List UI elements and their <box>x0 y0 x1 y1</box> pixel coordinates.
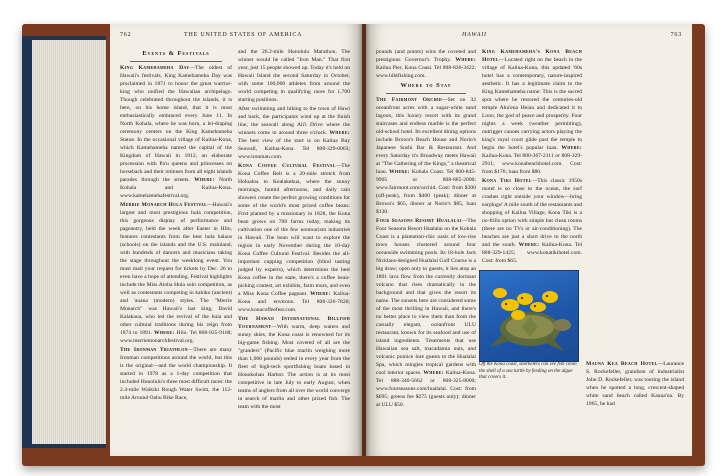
right-running-title: HAWAII <box>462 32 487 38</box>
right-running-head <box>366 32 692 42</box>
entry-king-kamehameha-day: King Kamehameha Day—The oldest of Hawaii's festivals, King Kamehameha Day was proclaimed in 1871 to honor the great warrior-king who unified the Hawaiian archipelago. Though celebrated throughout the islands, it is here, on his home island, that it is most enthusiastically embraced every June 11. In North Kohala, where he was born, a lei-draping ceremony centers on the King Kamehameha Statue. In the occasional village of Kailua-Kona, which Kamehameha named the capital of the Kingdom of Hawaii in 1812, an elaborate procession with Pa'u queens and princesses on horseback and their retinues from all eight islands parades through the streets. Where: North Kohala and Kailua-Kona. www.kamehamehafestival.org. <box>120 65 232 199</box>
entry-ironman-finish: After swimming and biking to the town of Hawi and back, the participants wind up at the finish line, the seawall along Ali'i Drive where the winners come in around three o'clock. Where: The best view of the start is on Kailua Bay Seawall, Kailua-Kona. Tel 808-329-0063; www.ironman.com. <box>238 106 350 160</box>
entry-king-kamehameha-hotel: King Kamehameha's Kona Beach Hotel—Located right on the beach in the village of Kailua-Kona, this updated '60s hotel has a contemporary, nature-inspired aesthetic. It has a legitimate claim to the King Kamehameha name: This is the sacred spot where he restored the centuries-old temple Ahu'ena Heiau and dedicated it to Lono, the god of peace and prosperity. Four nights a week (weather permitting), outrigger canoes carrying actors playing the king's royal court glide past the temple to begin the hotel's popular luau. Where: Kailua-Kona. Tel 800-367-2111 or 808-329-2911; www.konabeachhotel.com. Cost: from $176; luau from $80. <box>482 49 582 175</box>
entry-four-seasons: Four Seasons Resort Hualalai—The Four Seasons Resort Hualalai on the Kohala Coast is a plantation-chic oasis of low-rise town houses clustered around four oceanside swimming pools. Its 18-hole Jack Nicklaus-designed Hualalai Golf Course is a big draw; open only to guests, it lies atop an 1801 lava flow from the currently dormant volcano that rises dramatically in the background and that gives the resort its name. The sunsets here are considered some of the most thrilling in Hawaii, and there's no better place to view them than from the casually elegant, oceanfront ULU restaurant, known for its seafood and use of island ingredients. Treatments that use Hawaiian sea salt, macadamia nuts, and volcanic pumice lure guests to the Hualalai Spa, which mingles tropical gardens with cool interior spaces. Where: Kailua-Kona. Tel 888-340-5662 or 808-325-8000; www.fourseasons.com/hualalai. Cost: from $695; greens fee $275 (guests only); dinner at ULU $50. <box>376 218 476 408</box>
sea-turtle-photo <box>479 270 579 362</box>
title-rule <box>130 61 222 62</box>
entry-mauna-kea: Mauna Kea Beach Hotel—Laurance S. Rockefeller, grandson of industrialist John D. Rockefeller, was touring the island when he spotted a long, crescent-shaped white sand beach called Kauna'oa. By 1965, he had <box>586 361 684 407</box>
right-column-3 <box>586 48 684 409</box>
title-rule <box>386 93 466 94</box>
section-title-events: Events & Festivals <box>142 50 210 57</box>
right-page-number: 763 <box>670 32 682 38</box>
left-column-1 <box>120 48 232 403</box>
entry-billfish: The Hawaii International Billfish Tournament—With warm, deep waters and sunny skies, the Kona coast is renowned for its big-game fishing. Most coveted of all are the "granders" (Pacific blue marlin weighing more than 1,000 pounds) reeled in every year from the fleet of high-tech sportfishing boats based in Honokohau Harbor. The action is at its most competitive in late July to early August, when teams of anglers from all over the world converge in search of marlin and other prized fish. The team with the most <box>238 316 350 410</box>
entry-merrie-monarch: Merrie Monarch Hula Festival—Hawaii's largest and most prestigious hula competition, this gorgeous display of performance and pageantry, held the week after Easter in Hilo, features contestants from the best hula halaus (schools) on the islands and the U.S. mainland, with hundreds of dancers and musicians taking the stage throughout the weeklong event. You must mail your request for tickets by Dec. 26 to even have a hope of attending. Festival highlights include the Miss Aloha Hula solo competition, as well as contestants competing in kahiko (ancient) and 'auana (modern) styles. The "Merrie Monarch" was Hawaii's last king, David Kalakaua, who led the revival of the hula and other cultural traditions during his reign from 1874 to 1891. Where: Hilo. Tel 808-935-9168; www.merriemonarchfestival.org. <box>120 202 232 344</box>
book-gutter <box>358 24 370 456</box>
entry-billfish-cont: pounds (and points) wins the coveted and prestigious Governor's Trophy. Where: Kailua Pier, Kona Coast. Tel 808-836-3422; www.hibtfishing.com. <box>376 49 476 79</box>
left-running-title: THE UNITED STATES OF AMERICA <box>184 32 303 38</box>
page-stack <box>32 40 106 444</box>
left-column-2 <box>238 48 350 412</box>
turtle-fish-illustration <box>480 271 578 361</box>
right-column-2-top <box>482 48 582 266</box>
right-page <box>366 24 692 456</box>
left-running-head <box>110 32 362 42</box>
left-page <box>110 24 362 456</box>
entry-fairmont-orchid: The Fairmont Orchid—Set on 32 oceanfront acres with a sugar-white sand lagoon, this luxury resort with its grand staircases and endless marble is the perfect old-school hotel. Its excellent dining options include Brown's Beach House and Norio's Japanese Sushi Bar & Restaurant. And every Saturday it's Broadway meets Hawaii at "The Gathering of the Kings," a theatrical luau. Where: Kohala Coast. Tel 800-845-9905 or 808-885-2000; www.fairmont.com/orchid. Cost: from $300 (off-peak), from $400 (peak); dinner at Brown's $65, dinner at Norio's $85, luau $130. <box>376 97 476 215</box>
entry-kona-coffee: Kona Coffee Cultural Festival—The Kona Coffee Belt is a 20-mile stretch from Holualoa to Kealakekua, where the sunny mornings, humid afternoons, and daily rain showers create the perfect growing conditions for some of the world's most prized coffee beans. First planted by a missionary in 1828, the Kona bean grows on 700 farms today, making its cultivation one of the few nontourism industries in Hawaii. The bean will want to explore the region in early November during the 10-day Kona Coffee Cultural Festival. Besides the all-important cupping competition (blind tasting judged by experts), which determines the best Kona coffee in the state, there's a coffee bean-picking contest, art exhibits, farm tours, and even a Miss Kona Coffee pageant. Where: Kailua-Kona and environs. Tel 808-326-7820; www.konacoffeefest.com. <box>238 163 351 313</box>
entry-ironman: The Ironman Triathlon—There are many Ironman competitions around the world, but this is the original—and the world championship. It started in 1978 as a 1-day competition that included Honolulu's three most difficult races: the 2.4-mile Waikiki Rough Water Swim, the 112-mile Around Oahu Bike Race, <box>120 347 232 401</box>
section-title-where-to-stay: Where to Stay <box>400 82 452 89</box>
entry-ironman-cont: and the 26.2-mile Honolulu Marathon. The winner would be called "Iron Man." That first year, just 15 people showed up. Today it's held on Hawaii Island the second Saturday in October, with some 100,000 athletes from around the world competing in qualifying races for 1,700 starting positions. <box>238 49 350 103</box>
right-column-1 <box>376 48 476 410</box>
entry-kona-tiki: Kona Tiki Hotel—This classic 1950s motel is so close to the ocean, the surf crashes right outside your window—bring earplugs! A mile south of the restaurants and shopping of Kailua Village, Kona Tiki is a no-frills option with simple but clean rooms (there are no TVs or air-conditioning). The beaches are just a short drive to the north and the south. Where: Kailua-Kona. Tel 808-329-1425; www.konatikihotel.com. Cost: from $65. <box>482 178 583 264</box>
left-page-number: 762 <box>120 32 132 38</box>
photo-caption: Off the Kona coast, snorkelers can see fish clean the shell of a sea turtle by feeding on the algae that covers it. <box>479 362 577 380</box>
